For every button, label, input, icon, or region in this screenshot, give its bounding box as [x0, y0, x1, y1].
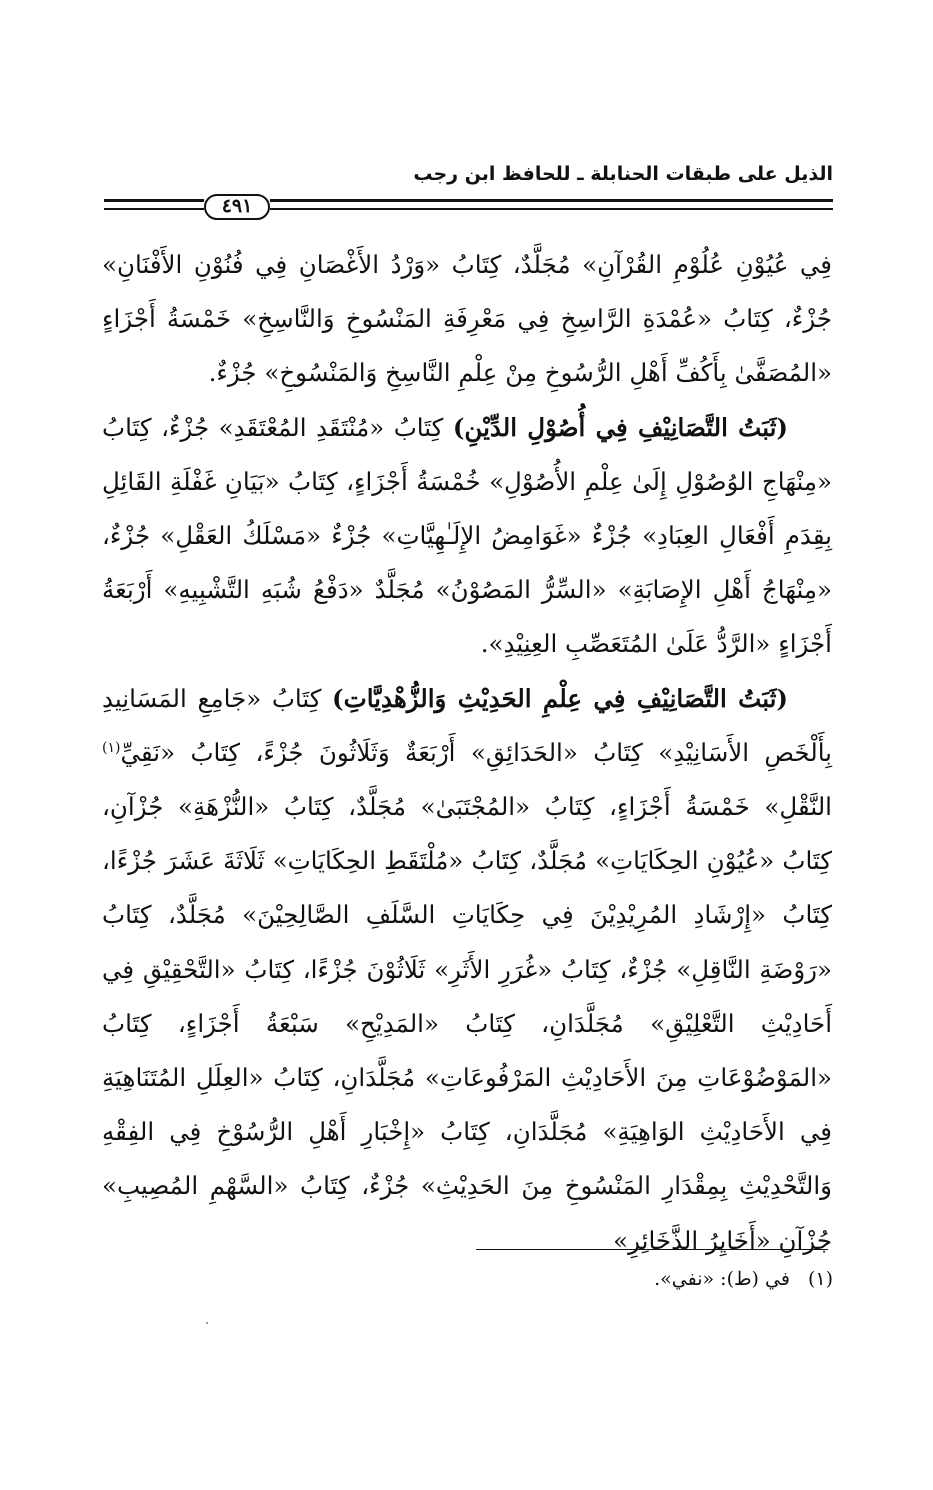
page-number: ٤٩١ — [204, 194, 270, 220]
footnote-number: (١) — [807, 1268, 833, 1290]
footnote-text: في (ط): «نفي». — [654, 1268, 790, 1290]
paragraph-3 — [102, 672, 832, 1268]
paragraph-2 — [102, 401, 832, 672]
header-rule-right — [270, 199, 833, 210]
section-heading-usul: (ثَبَتُ التَّصَانِيْفِ فِي أُصُوْلِ الدِّيْنِ) — [452, 412, 789, 442]
paragraph-3-text-a: كِتَابُ «جَامِعِ المَسَانِيدِ بِأَلْخَصِ الأَسَانِيْدِ» كِتَابُ «الحَدَائِقِ» أَرْبَعَةٌ وَثَلَاثُونَ جُزْءً، كِتَابُ «نَقِيِّ — [102, 683, 832, 767]
scan-speck — [206, 1322, 208, 1324]
footnote — [654, 1268, 833, 1290]
footnote-reference: (١) — [102, 739, 121, 756]
running-header-title: الذيل على طبقات الحنابلة ـ للحافظ ابن رجب — [413, 163, 833, 185]
main-text — [102, 238, 832, 1268]
header-rule-left — [104, 199, 204, 210]
footnote-separator — [476, 1249, 828, 1250]
paragraph-2-text: كِتَابُ «مُنْتَقَدِ المُعْتَقَدِ» جُزْءٌ، كِتَابُ «مِنْهَاجِ الوُصُوْلِ إِلَىٰ عِلْمِ الأُصُوْلِ» خُمْسَةُ أَجْزَاءٍ، كِتَابُ «بَيَانِ غَفْلَةِ القَائِلِ بِقِدَمِ أَفْعَالِ العِبَادِ» جُزْءٌ «غَوَامِضُ الإِلَـٰهِيَّاتِ» جُزْءٌ «مَسْلَكُ العَقْلِ» جُزْءٌ، «مِنْهَاجُ أَهْلِ الإِصَابَةِ» «السِّرُّ المَصُوْنُ» مُجَلَّدٌ «دَفْعُ شُبَهِ التَّشْبِيهِ» أَرْبَعَةُ أَجْزَاءٍ «الرَّدُّ عَلَىٰ المُتَعَصِّبِ العِنِيْدِ». — [102, 412, 832, 659]
paragraph-3-text-b: النَّقْلِ» خَمْسَةُ أَجْزَاءٍ، كِتَابُ «المُجْتَبَىٰ» مُجَلَّدٌ، كِتَابُ «النُّزْهَةِ» جُزْآنِ، كِتَابُ «عُيُوْنِ الحِكَايَاتِ» مُجَلَّدٌ، كِتَابُ «مُلْتَقَطِ الحِكَايَاتِ» ثَلَاثَةَ عَشَرَ جُزْءًا، كِتَابُ «إِرْشَادِ المُرِيْدِيْنَ فِي حِكَايَاتِ السَّلَفِ الصَّالِحِيْنَ» مُجَلَّدٌ، كِتَابُ «رَوْضَةِ النَّاقِلِ» جُزْءٌ، كِتَابُ «غُرَرِ الأَثَرِ» ثَلَاثُوْنَ جُزْءًا، كِتَابُ «التَّحْقِيْقِ فِي أَحَادِيْثِ التَّعْلِيْقِ» مُجَلَّدَانِ، كِتَابُ «المَدِيْحِ» سَبْعَةُ أَجْزَاءٍ، كِتَابُ «المَوْضُوْعَاتِ مِنَ الأَحَادِيْثِ المَرْفُوعَاتِ» مُجَلَّدَانِ، كِتَابُ «العِلَلِ المُتَنَاهِيَةِ فِي الأَحَادِيْثِ الوَاهِيَةِ» مُجَلَّدَانِ، كِتَابُ «إِخْبَارِ أَهْلِ الرُّسُوْخِ فِي الفِقْهِ وَالتَّحْدِيْثِ بِمِقْدَارِ المَنْسُوخِ مِنَ الحَدِيْثِ» جُزْءٌ، كِتَابُ «السَّهْمِ المُصِيبِ» جُزْآنِ «أَخَايِرُ الذَّخَائِرِ» — [102, 792, 832, 1255]
paragraph-1: فِي عُيُوْنِ عُلُوْمِ القُرْآنِ» مُجَلَّدٌ، كِتَابُ «وَرْدُ الأَغْصَانِ فِي فُنُوْنِ الأَفْنَانِ» جُزْءٌ، كِتَابُ «عُمْدَةِ الرَّاسِخِ فِي مَعْرِفَةِ المَنْسُوخِ وَالنَّاسِخِ» خَمْسَةُ أَجْزَاءٍ «المُصَفَّىٰ بِأَكُفِّ أَهْلِ الرُّسُوخِ مِنْ عِلْمِ النَّاسِخِ وَالمَنْسُوخِ» جُزْءٌ. — [102, 250, 832, 388]
section-heading-hadith: (ثَبَتُ التَّصَانِيْفِ فِي عِلْمِ الحَدِيْثِ وَالزُّهْدِيَّاتِ) — [332, 683, 788, 713]
